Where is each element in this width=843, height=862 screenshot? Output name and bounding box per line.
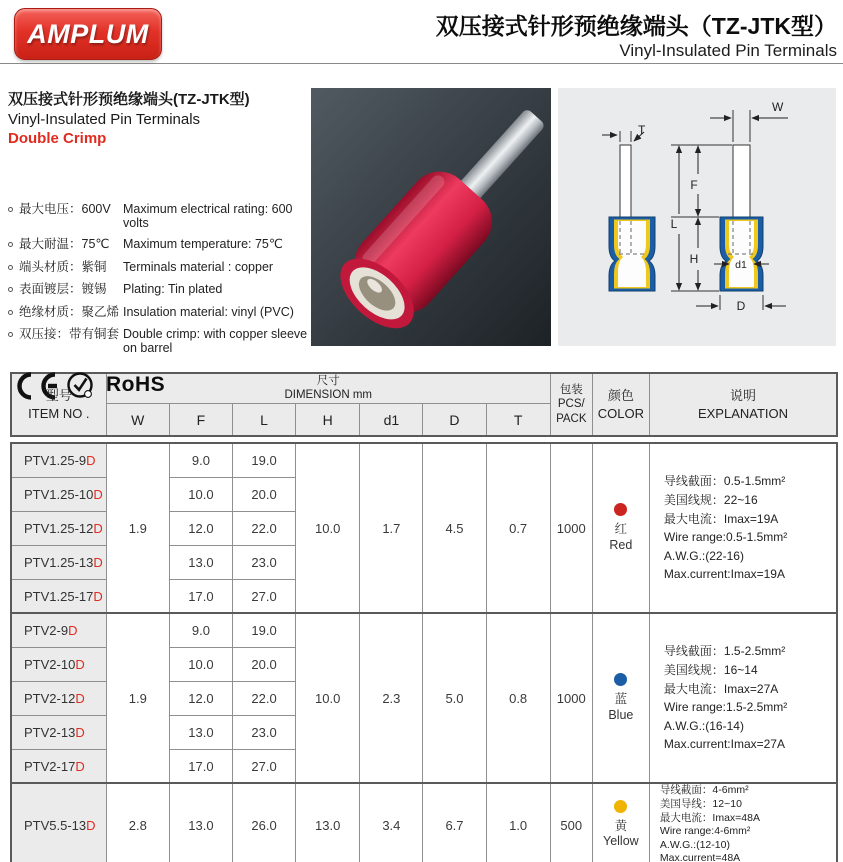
header-dim-d1: d1 xyxy=(360,403,423,436)
spec-label-en: Plating: Tin plated xyxy=(123,282,223,296)
header-divider xyxy=(0,63,843,64)
item-no-text: PTV5.5-13 xyxy=(24,817,87,833)
spec-label-zh: 端头材质：紫铜 xyxy=(19,259,107,274)
color-name-zh: 黄 xyxy=(614,818,628,833)
item-no-cell xyxy=(11,749,106,783)
f-cell: 17.0 xyxy=(169,579,232,613)
header-dim-d: D xyxy=(423,403,486,436)
item-no-cell xyxy=(11,477,106,511)
explanation-line: Wire range:4-6mm² xyxy=(659,825,751,838)
d1-cell: 1.7 xyxy=(360,443,423,613)
explanation-line: 最大电流：Imax=19A xyxy=(663,511,779,526)
table-body xyxy=(11,443,837,862)
item-no-cell xyxy=(11,681,106,715)
explanation-line: 美国导线：12~10 xyxy=(659,797,742,810)
spec-label-en: Terminals material : copper xyxy=(123,259,274,274)
l-cell: 23.0 xyxy=(233,545,296,579)
spec-label-zh: 表面镀层：镀锡 xyxy=(19,282,107,296)
l-cell: 19.0 xyxy=(233,613,296,647)
color-name-en: Yellow xyxy=(603,834,639,849)
explanation-cell xyxy=(649,613,837,783)
table-row xyxy=(11,613,837,647)
spec-label-en: Double crimp: with copper sleeve on barrel xyxy=(123,327,308,355)
item-no-suffix: D xyxy=(93,520,103,536)
explanation-line: 最大电流：Imax=27A xyxy=(663,681,779,696)
double-crimp-label: Double Crimp xyxy=(8,130,107,147)
header-pack-en1: PCS/ xyxy=(557,398,585,411)
f-cell: 13.0 xyxy=(169,715,232,749)
f-cell: 13.0 xyxy=(169,545,232,579)
l-cell: 27.0 xyxy=(233,579,296,613)
l-cell: 23.0 xyxy=(233,715,296,749)
dimension-diagram-panel xyxy=(558,88,836,346)
table-body-table xyxy=(10,442,838,862)
spec-label-zh: 最大耐温：75℃ xyxy=(19,237,110,251)
product-name-zh: 双压接式针形预绝缘端头(TZ-JTK型) xyxy=(8,91,250,108)
explanation-line: Wire range:0.5-1.5mm² xyxy=(663,530,788,545)
f-cell: 12.0 xyxy=(169,681,232,715)
pack-cell: 1000 xyxy=(550,443,592,613)
l-cell: 22.0 xyxy=(233,681,296,715)
d1-cell: 3.4 xyxy=(360,783,423,862)
item-no-cell xyxy=(11,511,106,545)
item-no-cell xyxy=(11,579,106,613)
header-dim-l: L xyxy=(233,403,296,436)
d-cell: 6.7 xyxy=(423,783,486,862)
bullet-icon xyxy=(8,242,13,247)
spec-row xyxy=(8,257,311,275)
header-expl-zh: 说明 xyxy=(729,388,756,404)
item-no-cell xyxy=(11,443,106,477)
item-no-suffix: D xyxy=(75,758,85,774)
color-dot-icon xyxy=(614,503,627,516)
item-no-cell xyxy=(11,545,106,579)
spec-list xyxy=(8,199,311,356)
item-no-cell xyxy=(11,715,106,749)
color-name-zh: 红 xyxy=(614,521,628,536)
explanation-cell xyxy=(649,443,837,613)
header-dim-w: W xyxy=(106,403,169,436)
explanation-line: Max.current:Imax=27A xyxy=(663,737,785,752)
header-dim-h: H xyxy=(296,403,360,436)
header-pack-en2: PACK xyxy=(556,412,587,425)
spec-label-en: Maximum electrical rating: 600 volts xyxy=(123,201,293,230)
item-no-cell xyxy=(11,613,106,647)
header-pack xyxy=(550,373,592,436)
explanation-line: 美国线规：22~16 xyxy=(663,493,758,508)
color-name-en: Blue xyxy=(608,707,634,722)
check-circle-icon xyxy=(69,374,92,398)
spec-label-en: Maximum temperature: 75℃ xyxy=(123,237,283,251)
l-cell: 20.0 xyxy=(233,477,296,511)
product-name-en: Vinyl-Insulated Pin Terminals xyxy=(8,110,201,128)
header-dim-f: F xyxy=(169,403,232,436)
item-no-text: PTV2-9 xyxy=(24,623,69,638)
spec-label-en: Insulation material: vinyl (PVC) xyxy=(123,304,294,319)
header-item-en: ITEM NO . xyxy=(28,405,90,421)
item-no-suffix: D xyxy=(93,554,103,570)
color-dot-icon xyxy=(614,673,627,686)
header-dim-en: DIMENSION mm xyxy=(284,389,372,402)
pin-terminal-photo xyxy=(311,88,551,346)
header-color xyxy=(592,373,649,436)
item-no-suffix: D xyxy=(93,486,103,502)
f-cell: 17.0 xyxy=(169,749,232,783)
item-no-cell xyxy=(11,647,106,681)
table-row xyxy=(11,783,837,862)
spec-row xyxy=(8,199,311,230)
spec-row xyxy=(8,234,311,252)
spec-row xyxy=(8,302,311,320)
t-cell: 0.7 xyxy=(486,443,550,613)
item-no-suffix: D xyxy=(68,623,78,638)
page-title-en: Vinyl-Insulated Pin Terminals xyxy=(619,40,837,60)
item-no-text: PTV1.25-13 xyxy=(24,554,94,570)
item-no-text: PTV2-13 xyxy=(24,724,76,740)
f-cell: 10.0 xyxy=(169,477,232,511)
d-cell: 4.5 xyxy=(423,443,486,613)
l-cell: 26.0 xyxy=(233,783,296,862)
page-header xyxy=(0,0,843,62)
color-cell xyxy=(592,443,649,613)
bullet-icon xyxy=(8,332,13,337)
header-item-zh: 型号 xyxy=(45,388,72,404)
l-cell: 20.0 xyxy=(233,647,296,681)
item-no-text: PTV1.25-10 xyxy=(24,486,94,502)
rohs-label: RoHS xyxy=(106,373,166,396)
brand-logo-text: AMPLUM xyxy=(27,18,149,49)
product-photo xyxy=(311,88,551,346)
h-cell: 10.0 xyxy=(296,613,360,783)
explanation-line: A.W.G.:(16-14) xyxy=(663,718,744,733)
t-cell: 1.0 xyxy=(486,783,550,862)
item-no-text: PTV2-10 xyxy=(24,656,76,672)
page-title-zh: 双压接式针形预绝缘端头（TZ-JTK型） xyxy=(435,13,837,39)
header-dim-zh: 尺寸 xyxy=(316,375,340,387)
h-cell: 10.0 xyxy=(296,443,360,613)
pack-cell: 1000 xyxy=(550,613,592,783)
explanation-line: 最大电流：Imax=48A xyxy=(659,811,760,824)
item-no-cell xyxy=(11,783,106,862)
color-cell xyxy=(592,613,649,783)
header-dim-t: T xyxy=(486,403,550,436)
header-color-en: COLOR xyxy=(597,405,645,421)
d-cell: 5.0 xyxy=(423,613,486,783)
item-no-suffix: D xyxy=(86,453,96,468)
explanation-cell xyxy=(649,783,837,862)
dim-label-d: D xyxy=(736,299,746,313)
d1-cell: 2.3 xyxy=(360,613,423,783)
f-cell: 9.0 xyxy=(169,443,232,477)
bullet-icon xyxy=(8,287,13,292)
header-color-zh: 颜色 xyxy=(607,388,634,404)
explanation-line: Wire range:1.5-2.5mm² xyxy=(663,700,788,715)
color-cell xyxy=(592,783,649,862)
explanation-line: 美国线规：16~14 xyxy=(663,663,758,678)
spec-row xyxy=(8,279,311,297)
f-cell: 9.0 xyxy=(169,613,232,647)
explanation-line: A.W.G.:(22-16) xyxy=(663,548,744,563)
spec-row xyxy=(8,324,311,355)
dim-label-w: W xyxy=(772,100,784,114)
brand-logo xyxy=(14,8,162,60)
bullet-icon xyxy=(8,207,13,212)
dimension-diagram xyxy=(558,88,836,346)
item-no-suffix: D xyxy=(75,656,85,672)
explanation-line: Max.current:Imax=19A xyxy=(663,567,785,582)
pack-cell: 500 xyxy=(550,783,592,862)
color-name-en: Red xyxy=(609,537,633,552)
bullet-icon xyxy=(8,265,13,270)
color-dot-icon xyxy=(614,800,627,813)
dim-label-h: H xyxy=(689,252,699,266)
item-no-suffix: D xyxy=(75,724,85,740)
item-no-suffix: D xyxy=(75,690,85,706)
explanation-line: A.W.G.:(12-10) xyxy=(659,838,730,851)
dim-label-d1: d1 xyxy=(735,259,747,271)
explanation-line: 导线截面：1.5-2.5mm² xyxy=(663,644,786,659)
l-cell: 22.0 xyxy=(233,511,296,545)
item-no-text: PTV1.25-12 xyxy=(24,520,94,536)
l-cell: 27.0 xyxy=(233,749,296,783)
header-expl-en: EXPLANATION xyxy=(697,405,789,421)
w-cell: 1.9 xyxy=(106,613,169,783)
header-explanation xyxy=(649,373,837,436)
f-cell: 12.0 xyxy=(169,511,232,545)
spec-label-zh: 最大电压：600V xyxy=(19,201,111,216)
page-title-block xyxy=(436,8,837,61)
item-no-text: PTV2-17 xyxy=(24,758,76,774)
spec-table xyxy=(10,372,838,862)
f-cell: 10.0 xyxy=(169,647,232,681)
explanation-line: 导线截面：4-6mm² xyxy=(659,784,749,797)
l-cell: 19.0 xyxy=(233,443,296,477)
item-no-suffix: D xyxy=(93,588,103,604)
w-cell: 1.9 xyxy=(106,443,169,613)
color-name-zh: 蓝 xyxy=(614,691,628,706)
f-cell: 13.0 xyxy=(169,783,232,862)
h-cell: 13.0 xyxy=(296,783,360,862)
t-cell: 0.8 xyxy=(486,613,550,783)
bullet-icon xyxy=(8,310,13,315)
header-pack-zh: 包装 xyxy=(559,384,583,397)
spec-label-zh: 双压接：带有铜套 xyxy=(19,327,120,341)
item-no-text: PTV1.25-17 xyxy=(24,588,94,604)
item-no-suffix: D xyxy=(86,817,96,833)
dim-label-l: L xyxy=(670,217,678,231)
explanation-line: 导线截面：0.5-1.5mm² xyxy=(663,474,786,489)
spec-label-zh: 绝缘材质：聚乙烯 xyxy=(19,304,120,319)
w-cell: 2.8 xyxy=(106,783,169,862)
item-no-text: PTV2-12 xyxy=(24,690,76,706)
item-no-text: PTV1.25-9 xyxy=(24,453,87,468)
explanation-line: Max.current=48A xyxy=(659,852,741,862)
table-row xyxy=(11,443,837,477)
dim-label-t: T xyxy=(638,123,646,137)
dim-label-f: F xyxy=(690,178,698,192)
